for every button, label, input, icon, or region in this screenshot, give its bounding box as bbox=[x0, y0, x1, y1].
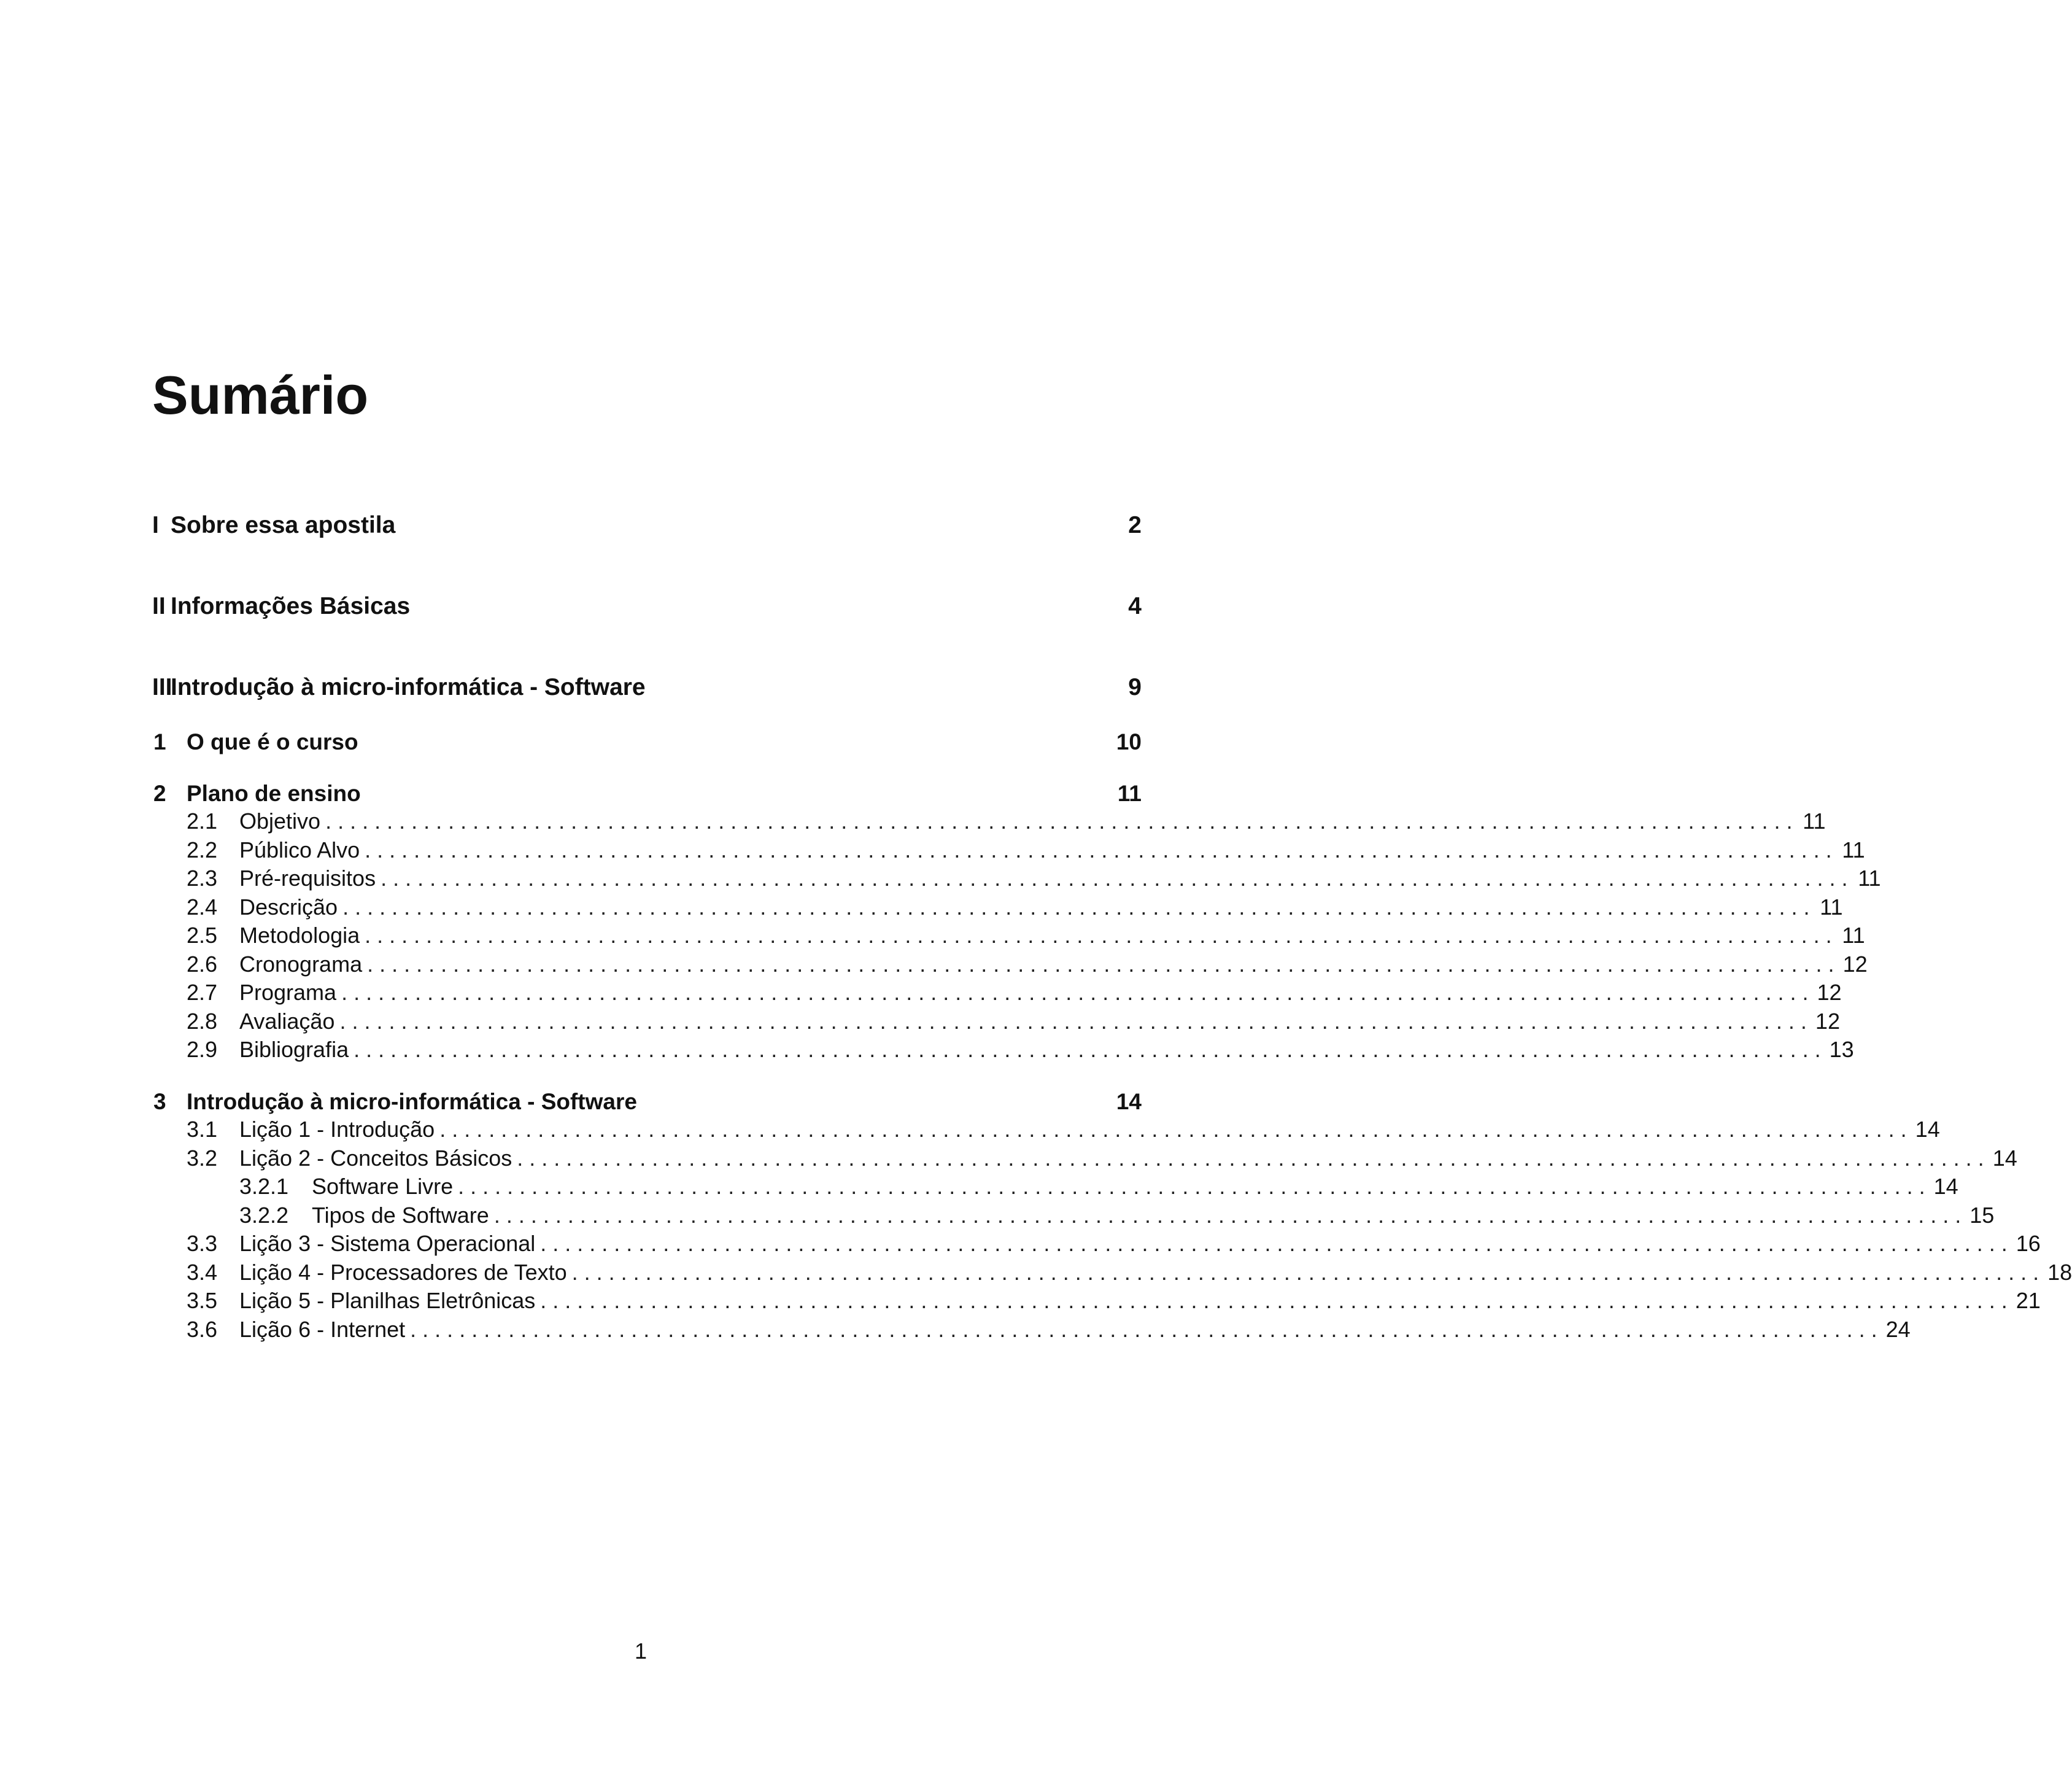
toc-chapter-number: 1 bbox=[153, 729, 166, 754]
toc-part-page: 9 bbox=[1128, 674, 1142, 700]
toc-dot-leader: . . . . . . . . . . . . . . . . . . . . . . . . . . . . . . . . . . . . . . . . . . . . . . . . . . . . . . . . . . . . . . . . . . . . . . . . . . . . . . . . . . . . . . . . . . . . . . . . . . . . . . . . . . . . . . . . . . . . . . . . bbox=[354, 1037, 1821, 1062]
page-number: 1 bbox=[634, 1638, 648, 1664]
toc-chapter-1[interactable] bbox=[153, 731, 1142, 753]
toc-section-3-4[interactable] bbox=[187, 1260, 2072, 1285]
toc-section-number: 3.4 bbox=[187, 1260, 218, 1285]
toc-dot-leader: . . . . . . . . . . . . . . . . . . . . . . . . . . . . . . . . . . . . . . . . . . . . . . . . . . . . . . . . . . . . . . . . . . . . . . . . . . . . . . . . . . . . . . . . . . . . . . . . . . . . . . . . . . . . . . . . . . . . . . . . bbox=[458, 1174, 1925, 1199]
toc-dot-leader: . . . . . . . . . . . . . . . . . . . . . . . . . . . . . . . . . . . . . . . . . . . . . . . . . . . . . . . . . . . . . . . . . . . . . . . . . . . . . . . . . . . . . . . . . . . . . . . . . . . . . . . . . . . . . . . . . . . . . . . . bbox=[410, 1317, 1877, 1342]
toc-dot-leader: . . . . . . . . . . . . . . . . . . . . . . . . . . . . . . . . . . . . . . . . . . . . . . . . . . . . . . . . . . . . . . . . . . . . . . . . . . . . . . . . . . . . . . . . . . . . . . . . . . . . . . . . . . . . . . . . . . . . . . . . bbox=[439, 1117, 1907, 1142]
toc-chapter-number: 2 bbox=[153, 781, 166, 806]
toc-chapter-number: 3 bbox=[153, 1089, 166, 1114]
toc-part-2[interactable]: II Informações Básicas 4 bbox=[152, 593, 1142, 619]
toc-section-page: 11 bbox=[1820, 894, 1843, 920]
toc-section-label: Avaliação bbox=[239, 1009, 335, 1034]
toc-section-3-1[interactable] bbox=[187, 1117, 1940, 1142]
toc-chapter-2[interactable] bbox=[153, 782, 1142, 805]
toc-section-label: Lição 1 - Introdução bbox=[239, 1117, 435, 1142]
toc-section-2-5[interactable] bbox=[187, 923, 1865, 948]
toc-dot-leader: . . . . . . . . . . . . . . . . . . . . . . . . . . . . . . . . . . . . . . . . . . . . . . . . . . . . . . . . . . . . . . . . . . . . . . . . . . . . . . . . . . . . . . . . . . . . . . . . . . . . . . . . . . . . . . . . . . . . . . . . bbox=[571, 1260, 2039, 1285]
toc-section-page: 13 bbox=[1829, 1037, 1854, 1062]
toc-section-number: 2.9 bbox=[187, 1037, 218, 1062]
toc-section-label: Objetivo bbox=[239, 808, 321, 834]
toc-section-label: Cronograma bbox=[239, 952, 363, 977]
toc-subsection-page: 15 bbox=[1970, 1203, 1995, 1228]
toc-dot-leader: . . . . . . . . . . . . . . . . . . . . . . . . . . . . . . . . . . . . . . . . . . . . . . . . . . . . . . . . . . . . . . . . . . . . . . . . . . . . . . . . . . . . . . . . . . . . . . . . . . . . . . . . . . . . . . . . . . . . . . . . bbox=[342, 894, 1810, 920]
toc-section-number: 3.3 bbox=[187, 1231, 218, 1256]
toc-subsection-label: Software Livre bbox=[312, 1174, 454, 1199]
toc-chapter-page: 14 bbox=[1116, 1089, 1142, 1114]
toc-dot-leader: . . . . . . . . . . . . . . . . . . . . . . . . . . . . . . . . . . . . . . . . . . . . . . . . . . . . . . . . . . . . . . . . . . . . . . . . . . . . . . . . . . . . . . . . . . . . . . . . . . . . . . . . . . . . . . . . . . . . . . . . bbox=[540, 1231, 2008, 1256]
toc-dot-leader: . . . . . . . . . . . . . . . . . . . . . . . . . . . . . . . . . . . . . . . . . . . . . . . . . . . . . . . . . . . . . . . . . . . . . . . . . . . . . . . . . . . . . . . . . . . . . . . . . . . . . . . . . . . . . . . . . . . . . . . . bbox=[540, 1288, 2008, 1313]
toc-section-number: 2.1 bbox=[187, 808, 218, 834]
toc-subsection-number: 3.2.2 bbox=[239, 1203, 289, 1228]
toc-section-2-6[interactable] bbox=[187, 952, 1868, 977]
toc-dot-leader: . . . . . . . . . . . . . . . . . . . . . . . . . . . . . . . . . . . . . . . . . . . . . . . . . . . . . . . . . . . . . . . . . . . . . . . . . . . . . . . . . . . . . . . . . . . . . . . . . . . . . . . . . . . . . . . . . . . . . . . . bbox=[517, 1145, 1984, 1171]
toc-subsection-3-2-2[interactable] bbox=[239, 1203, 1995, 1228]
toc-section-number: 3.2 bbox=[187, 1145, 218, 1171]
toc-section-number: 3.6 bbox=[187, 1317, 218, 1342]
toc-subsection-page: 14 bbox=[1933, 1174, 1958, 1199]
toc-section-label: Descrição bbox=[239, 894, 338, 920]
toc-section-number: 2.6 bbox=[187, 952, 218, 977]
toc-dot-leader: . . . . . . . . . . . . . . . . . . . . . . . . . . . . . . . . . . . . . . . . . . . . . . . . . . . . . . . . . . . . . . . . . . . . . . . . . . . . . . . . . . . . . . . . . . . . . . . . . . . . . . . . . . . . . . . . . . . . . . . . bbox=[339, 1009, 1807, 1034]
toc-section-3-6[interactable] bbox=[187, 1317, 1911, 1342]
toc-subsection-3-2-1[interactable] bbox=[239, 1174, 1958, 1199]
toc-section-page: 12 bbox=[1815, 1009, 1840, 1034]
toc-section-page: 21 bbox=[2016, 1288, 2041, 1313]
toc-chapter-3[interactable] bbox=[153, 1090, 1142, 1113]
toc-section-page: 12 bbox=[1842, 952, 1868, 977]
toc-section-page: 24 bbox=[1885, 1317, 1911, 1342]
toc-dot-leader: . . . . . . . . . . . . . . . . . . . . . . . . . . . . . . . . . . . . . . . . . . . . . . . . . . . . . . . . . . . . . . . . . . . . . . . . . . . . . . . . . . . . . . . . . . . . . . . . . . . . . . . . . . . . . . . . . . . . . . . . bbox=[381, 866, 1848, 891]
toc-section-page: 18 bbox=[2047, 1260, 2072, 1285]
toc-section-2-2[interactable] bbox=[187, 837, 1865, 862]
toc-dot-leader: . . . . . . . . . . . . . . . . . . . . . . . . . . . . . . . . . . . . . . . . . . . . . . . . . . . . . . . . . . . . . . . . . . . . . . . . . . . . . . . . . . . . . . . . . . . . . . . . . . . . . . . . . . . . . . . . . . . . . . . . bbox=[325, 808, 1793, 834]
toc-section-label: Lição 6 - Internet bbox=[239, 1317, 406, 1342]
toc-part-1[interactable]: I Sobre essa apostila 2 bbox=[152, 512, 1142, 538]
toc-chapter-page: 10 bbox=[1116, 729, 1142, 754]
toc-part-3[interactable]: III Introdução à micro-informática - Software 9 bbox=[152, 674, 1142, 700]
toc-chapter-page: 11 bbox=[1117, 781, 1142, 806]
toc-chapter-label: Plano de ensino bbox=[187, 781, 361, 806]
toc-section-page: 12 bbox=[1817, 980, 1842, 1005]
toc-chapter-label: Introdução à micro-informática - Software bbox=[187, 1089, 637, 1114]
toc-section-label: Programa bbox=[239, 980, 337, 1005]
page-title: Sumário bbox=[152, 365, 369, 425]
toc-section-page: 11 bbox=[1842, 923, 1865, 948]
toc-section-number: 2.8 bbox=[187, 1009, 218, 1034]
toc-section-3-2[interactable] bbox=[187, 1145, 2017, 1171]
toc-dot-leader: . . . . . . . . . . . . . . . . . . . . . . . . . . . . . . . . . . . . . . . . . . . . . . . . . . . . . . . . . . . . . . . . . . . . . . . . . . . . . . . . . . . . . . . . . . . . . . . . . . . . . . . . . . . . . . . . . . . . . . . . bbox=[365, 837, 1832, 862]
toc-section-label: Lição 5 - Planilhas Eletrônicas bbox=[239, 1288, 536, 1313]
toc-part-page: 4 bbox=[1128, 593, 1142, 619]
toc-part-label: Informações Básicas bbox=[171, 593, 411, 619]
toc-part-page: 2 bbox=[1128, 512, 1142, 538]
toc-section-page: 11 bbox=[1858, 866, 1881, 891]
toc-section-number: 2.5 bbox=[187, 923, 218, 948]
toc-part-label: Sobre essa apostila bbox=[171, 512, 396, 538]
toc-chapter-label: O que é o curso bbox=[187, 729, 358, 754]
toc-section-number: 2.4 bbox=[187, 894, 218, 920]
toc-section-page: 16 bbox=[2016, 1231, 2041, 1256]
toc-section-label: Lição 4 - Processadores de Texto bbox=[239, 1260, 567, 1285]
toc-section-label: Bibliografia bbox=[239, 1037, 349, 1062]
toc-dot-leader: . . . . . . . . . . . . . . . . . . . . . . . . . . . . . . . . . . . . . . . . . . . . . . . . . . . . . . . . . . . . . . . . . . . . . . . . . . . . . . . . . . . . . . . . . . . . . . . . . . . . . . . . . . . . . . . . . . . . . . . . bbox=[341, 980, 1809, 1005]
toc-section-2-7[interactable] bbox=[187, 980, 1842, 1005]
toc-section-number: 2.2 bbox=[187, 837, 218, 862]
toc-dot-leader: . . . . . . . . . . . . . . . . . . . . . . . . . . . . . . . . . . . . . . . . . . . . . . . . . . . . . . . . . . . . . . . . . . . . . . . . . . . . . . . . . . . . . . . . . . . . . . . . . . . . . . . . . . . . . . . . . . . . . . . . bbox=[367, 952, 1834, 977]
toc-section-2-3[interactable] bbox=[187, 866, 1881, 891]
toc-section-number: 3.1 bbox=[187, 1117, 218, 1142]
toc-section-number: 2.7 bbox=[187, 980, 218, 1005]
toc-section-2-8[interactable] bbox=[187, 1009, 1840, 1034]
toc-section-2-9[interactable] bbox=[187, 1037, 1854, 1062]
toc-subsection-label: Tipos de Software bbox=[312, 1203, 489, 1228]
toc-section-number: 2.3 bbox=[187, 866, 218, 891]
toc-section-label: Pré-requisitos bbox=[239, 866, 376, 891]
toc-section-page: 11 bbox=[1842, 837, 1865, 862]
toc-section-page: 14 bbox=[1915, 1117, 1940, 1142]
toc-section-label: Metodologia bbox=[239, 923, 360, 948]
toc-section-3-3[interactable] bbox=[187, 1231, 2041, 1256]
toc-section-label: Lição 2 - Conceitos Básicos bbox=[239, 1145, 512, 1171]
toc-section-number: 3.5 bbox=[187, 1288, 218, 1313]
toc-section-label: Público Alvo bbox=[239, 837, 360, 862]
toc-section-3-5[interactable] bbox=[187, 1288, 2041, 1313]
toc-section-2-1[interactable] bbox=[187, 808, 1826, 834]
toc-section-label: Lição 3 - Sistema Operacional bbox=[239, 1231, 536, 1256]
toc-section-page: 14 bbox=[1992, 1145, 2017, 1171]
toc-subsection-number: 3.2.1 bbox=[239, 1174, 289, 1199]
toc-part-label: Introdução à micro-informática - Software bbox=[171, 674, 646, 700]
toc-section-2-4[interactable] bbox=[187, 894, 1843, 920]
toc-dot-leader: . . . . . . . . . . . . . . . . . . . . . . . . . . . . . . . . . . . . . . . . . . . . . . . . . . . . . . . . . . . . . . . . . . . . . . . . . . . . . . . . . . . . . . . . . . . . . . . . . . . . . . . . . . . . . . . . . . . . . . . . bbox=[493, 1203, 1962, 1228]
toc-section-page: 11 bbox=[1803, 808, 1826, 834]
toc-dot-leader: . . . . . . . . . . . . . . . . . . . . . . . . . . . . . . . . . . . . . . . . . . . . . . . . . . . . . . . . . . . . . . . . . . . . . . . . . . . . . . . . . . . . . . . . . . . . . . . . . . . . . . . . . . . . . . . . . . . . . . . . bbox=[365, 923, 1832, 948]
